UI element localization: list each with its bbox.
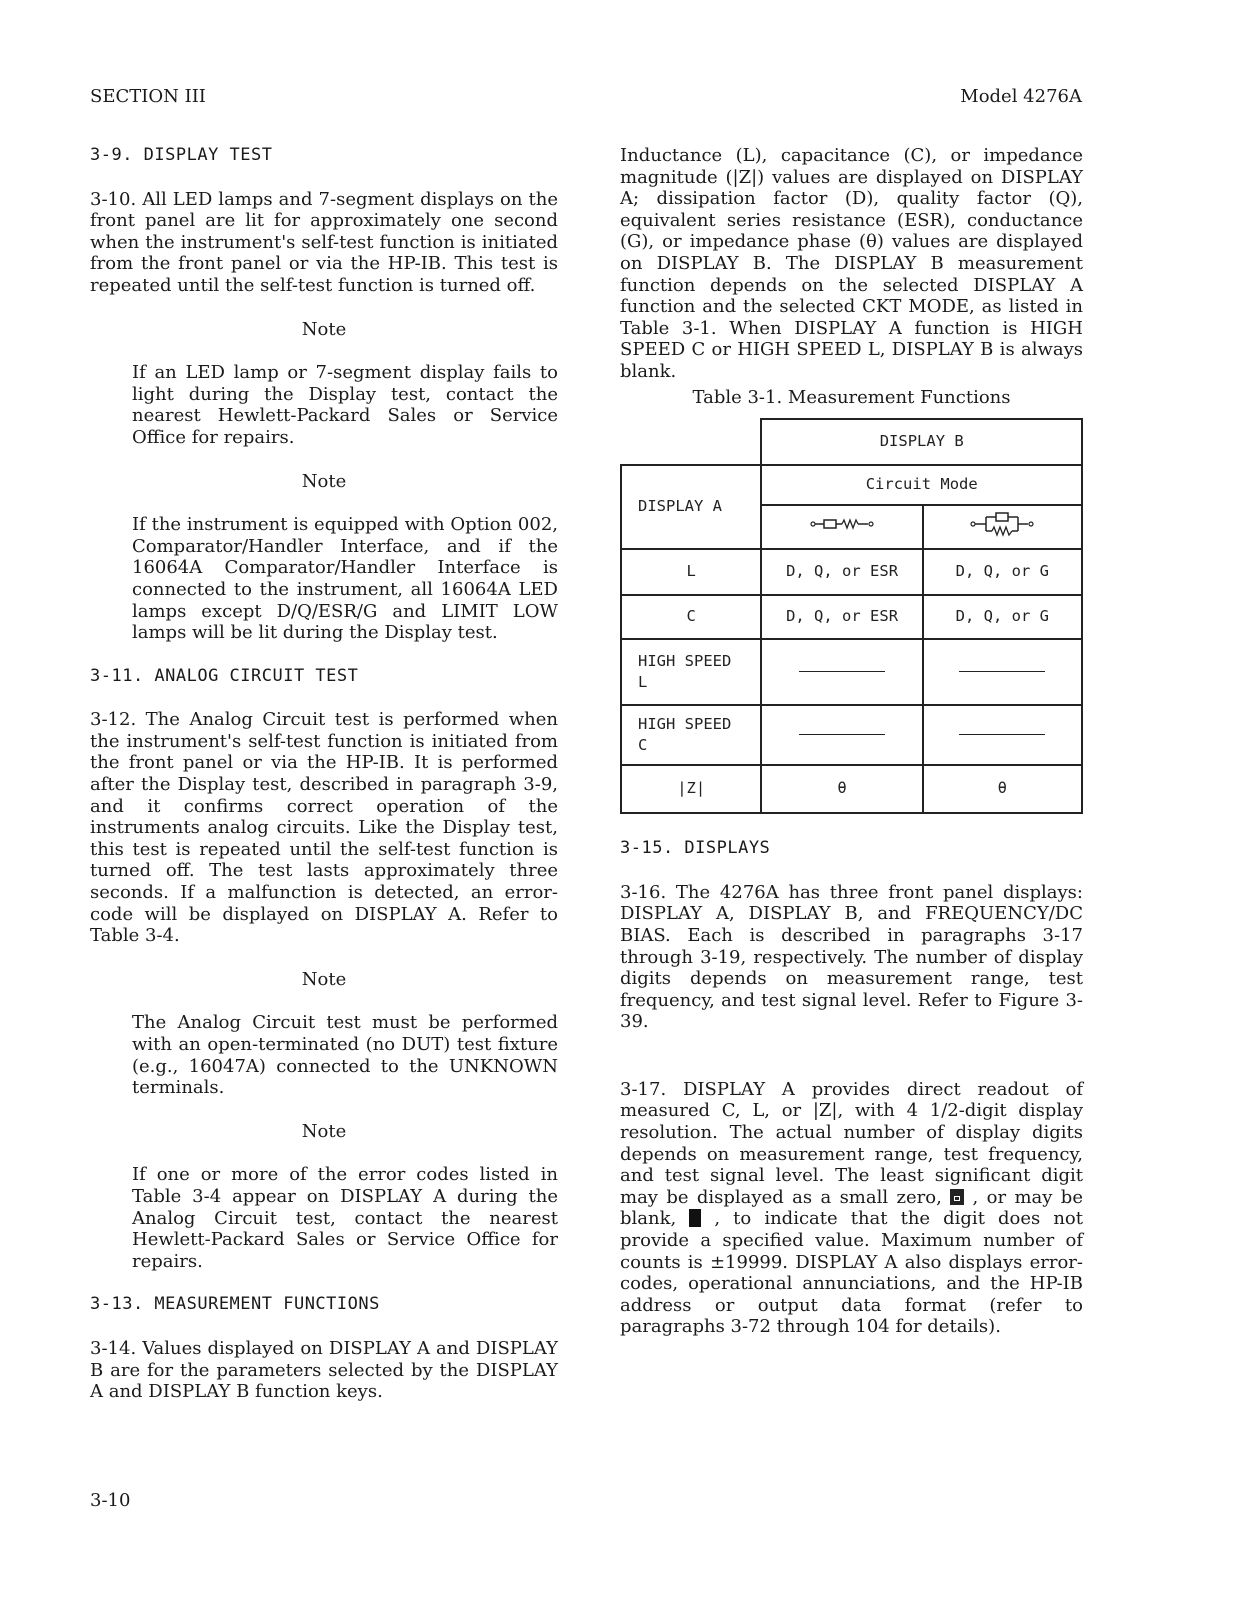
heading-3-15: 3-15. DISPLAYS <box>620 838 771 859</box>
circuit-mode-header: Circuit Mode <box>761 465 1082 505</box>
right-column <box>620 145 1083 1338</box>
measurement-functions-table <box>620 418 1083 814</box>
row-label-line: HIGH SPEED <box>638 651 732 670</box>
row-z-label: |Z| <box>621 765 761 813</box>
row-high-speed-l-label <box>621 639 761 705</box>
blank-cell <box>923 705 1082 765</box>
table-caption: Table 3-1. Measurement Functions <box>692 386 1011 408</box>
row-c-parallel: D, Q, or G <box>923 595 1082 639</box>
blank-cell <box>923 639 1082 705</box>
note-title: Note <box>301 470 347 492</box>
blank-dash <box>799 671 885 672</box>
blank-dash <box>799 734 885 735</box>
row-label-line: C <box>638 736 648 755</box>
row-l-parallel: D, Q, or G <box>923 549 1082 595</box>
note-body: If the instrument is equipped with Option 002, Comparator/Handler Interface, and if the 16064A Comparator/Handler Interface is connected to the instrument, all 16064A LED lamps except D/Q/ESR/G and LIMIT LOW lamps will be lit during the Display test. <box>132 514 558 644</box>
small-zero-digit-icon <box>950 1189 964 1205</box>
row-c-series: D, Q, or ESR <box>761 595 922 639</box>
blank-cell <box>761 705 922 765</box>
left-column <box>90 145 558 1403</box>
blank-cell <box>761 639 922 705</box>
paragraph-3-14: 3-14. Values displayed on DISPLAY A and DISPLAY B are for the parameters selected by the DISPLAY A and DISPLAY B function keys. <box>90 1337 558 1403</box>
note-title: Note <box>301 1120 347 1142</box>
note-body: The Analog Circuit test must be performed with an open-terminated (no DUT) test fixture (e.g., 16047A) connected to the UNKNOWN terminals. <box>132 1012 558 1099</box>
paragraph-3-12: 3-12. The Analog Circuit test is performed when the instrument's self-test function is initiated from the front panel or via the HP-IB. It is performed after the Display test, described in paragraph 3-9, and it confirms correct operation of the instruments analog circuits. Like the Display test, this test is repeated until the self-test function is turned off. The test lasts approximately three seconds. If a malfunction is detected, an error-code will be displayed on DISPLAY A. Refer to Table 3-4. <box>90 709 558 947</box>
heading-3-11: 3-11. ANALOG CIRCUIT TEST <box>90 665 359 686</box>
note-body: If one or more of the error codes listed in Table 3-4 appear on DISPLAY A during the Analog Circuit test, contact the nearest Hewlett-Packard Sales or Service Office for repairs. <box>132 1164 558 1272</box>
parallel-mode-cell <box>923 505 1082 549</box>
display-a-header: DISPLAY A <box>621 465 761 549</box>
note-title: Note <box>301 318 347 340</box>
paragraph-3-17-part1: 3-17. DISPLAY A provides direct readout of measured C, L, or |Z|, with 4 1/2-digit display resolution. The actual number of display digits depends on measurement range, test frequency, and test signal level. The least significant digit may be displayed as a small zero, <box>620 1078 1083 1208</box>
row-label-line: L <box>638 673 648 692</box>
row-high-speed-c-label <box>621 705 761 765</box>
row-label-line: HIGH SPEED <box>638 714 732 733</box>
note-title: Note <box>301 968 347 990</box>
paragraph-3-16: 3-16. The 4276A has three front panel displays: DISPLAY A, DISPLAY B, and FREQUENCY/DC BIAS. Each is described in paragraphs 3-17 through 3-19, respectively. The number of display digits depends on measurement range, test frequency, and test signal level. Refer to Figure 3-39. <box>620 881 1083 1033</box>
row-z-parallel: θ <box>923 765 1082 813</box>
row-z-series: θ <box>761 765 922 813</box>
row-l-label: L <box>621 549 761 595</box>
blank-dash <box>959 734 1045 735</box>
paragraph-continued: Inductance (L), capacitance (C), or impedance magnitude (|Z|) values are displayed on DISPLAY A; dissipation factor (D), quality factor (Q), equivalent series resistance (ESR), conductance (G), or impedance phase (θ) values are displayed on DISPLAY B. The DISPLAY B measurement function depends on the selected DISPLAY A function and the selected CKT MODE, as listed in Table 3-1. When DISPLAY A function is HIGH SPEED C or HIGH SPEED L, DISPLAY B is always blank. <box>620 145 1083 382</box>
parallel-circuit-icon <box>970 511 1034 537</box>
model-label: Model 4276A <box>960 86 1082 107</box>
row-c-label: C <box>621 595 761 639</box>
series-circuit-icon <box>810 517 874 531</box>
paragraph-3-17-part2: , or may be blank, <box>620 1186 1083 1230</box>
paragraph-3-17-part3: , to indicate that the digit does not provide a specified value. Maximum number of counts is ±19999. DISPLAY A also displays error-codes, operational annunciations, and the HP-IB address or output data format (refer to paragraphs 3-72 through 104 for details). <box>620 1208 1083 1338</box>
paragraph-3-17 <box>620 1079 1083 1338</box>
blank-dash <box>959 671 1045 672</box>
heading-3-9: 3-9. DISPLAY TEST <box>90 145 273 165</box>
heading-3-13: 3-13. MEASUREMENT FUNCTIONS <box>90 1294 380 1315</box>
blank-digit-icon <box>689 1209 701 1227</box>
page-number: 3-10 <box>90 1490 131 1511</box>
note-body: If an LED lamp or 7-segment display fails to light during the Display test, contact the nearest Hewlett-Packard Sales or Service Office for repairs. <box>132 362 558 448</box>
series-mode-cell <box>761 505 922 549</box>
row-l-series: D, Q, or ESR <box>761 549 922 595</box>
display-b-header: DISPLAY B <box>761 419 1082 465</box>
paragraph-3-10: 3-10. All LED lamps and 7-segment displays on the front panel are lit for approximately one second when the instrument's self-test function is initiated from the front panel or via the HP-IB. This test is repeated until the self-test function is turned off. <box>90 188 558 296</box>
section-label: SECTION III <box>90 86 206 107</box>
